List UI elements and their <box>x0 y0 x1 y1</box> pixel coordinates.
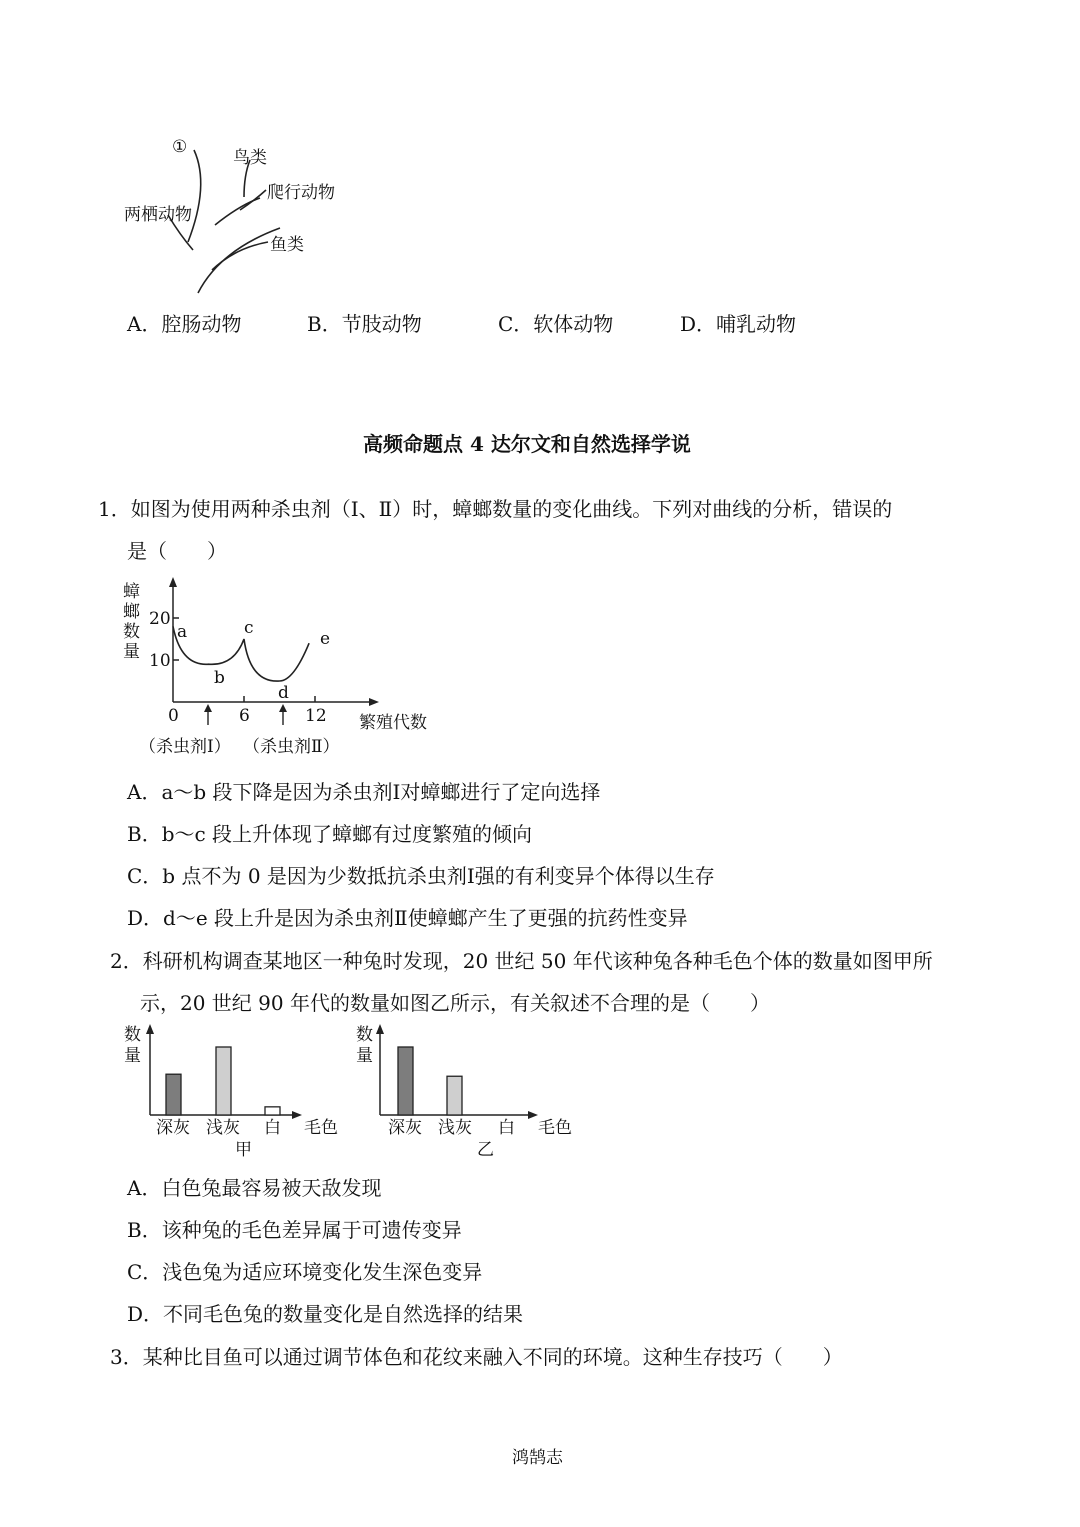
q1-ylabel-2: 螂 <box>123 602 140 622</box>
tree-label-bird: 鸟类 <box>233 148 267 168</box>
q1-ylabel-4: 量 <box>123 642 140 662</box>
bar-深灰 <box>166 1074 181 1115</box>
q2a-cat-1: 深灰 <box>156 1118 190 1138</box>
prev-option-b: B．节肢动物 <box>307 312 422 336</box>
q1-point-b: b <box>214 668 225 688</box>
tree-branch-upper <box>215 198 260 225</box>
q2b-xlabel: 毛色 <box>538 1118 572 1138</box>
tree-branch-fish <box>212 242 268 270</box>
q2-option-d: D．不同毛色兔的数量变化是自然选择的结果 <box>127 1302 524 1326</box>
q1-ylabel-1: 蟑 <box>123 582 140 602</box>
q1-stem-line2: 是（ ） <box>127 539 227 563</box>
q1-xlabel: 繁殖代数 <box>359 713 427 733</box>
q1-point-e: e <box>320 629 331 649</box>
q3-stem-line1: 3．某种比目鱼可以通过调节体色和花纹来融入不同的环境。这种生存技巧（ ） <box>110 1345 843 1369</box>
q1-point-c: c <box>244 618 254 638</box>
q2b-ylabel-2: 量 <box>356 1046 373 1066</box>
q1-option-c: C．b 点不为 0 是因为少数抵抗杀虫剂Ⅰ强的有利变异个体得以生存 <box>127 864 715 888</box>
tree-label-fish: 鱼类 <box>270 235 304 255</box>
q2-chart-jia <box>118 1020 353 1162</box>
q1-ytick-20: 20 <box>149 609 171 629</box>
prev-option-d: D．哺乳动物 <box>680 312 797 336</box>
bar-深灰 <box>398 1047 413 1115</box>
q1-note-insecticide-2: （杀虫剂Ⅱ） <box>243 737 340 757</box>
bar-白 <box>265 1107 280 1115</box>
q1-option-d: D．d～e 段上升是因为杀虫剂Ⅱ使蟑螂产生了更强的抗药性变异 <box>127 906 688 930</box>
q1-cockroach-chart <box>115 575 445 760</box>
q2-option-c: C．浅色兔为适应环境变化发生深色变异 <box>127 1260 483 1284</box>
prev-option-c: C．软体动物 <box>498 312 614 336</box>
q2-chart-yi <box>352 1020 587 1162</box>
evolution-tree-figure <box>120 130 360 295</box>
q1-option-b: B．b～c 段上升体现了蟑螂有过度繁殖的倾向 <box>127 822 533 846</box>
q1-xtick-0: 0 <box>168 706 179 726</box>
page-footer: 鸿鹄志 <box>512 1448 563 1468</box>
q2b-ylabel-1: 数 <box>356 1025 373 1045</box>
q2b-cat-2: 浅灰 <box>438 1118 472 1138</box>
q1-stem-line1: 1．如图为使用两种杀虫剂（Ⅰ、Ⅱ）时，蟑螂数量的变化曲线。下列对曲线的分析，错误的 <box>98 497 893 521</box>
q2b-caption: 乙 <box>477 1140 494 1160</box>
tree-label-amphibian: 两栖动物 <box>124 205 192 225</box>
tree-branch-1 <box>188 150 201 242</box>
q1-point-d: d <box>278 683 289 703</box>
q2a-ylabel-1: 数 <box>124 1025 141 1045</box>
tree-label-reptile: 爬行动物 <box>267 183 335 203</box>
q1-x-arrow <box>369 698 379 706</box>
q2-stem-line2: 示，20 世纪 90 年代的数量如图乙所示，有关叙述不合理的是（ ） <box>140 991 770 1015</box>
q2a-cat-2: 浅灰 <box>206 1118 240 1138</box>
q1-ylabel-3: 数 <box>123 622 140 642</box>
q2a-xlabel: 毛色 <box>304 1118 338 1138</box>
q2b-cat-3: 白 <box>498 1118 515 1138</box>
q1-y-arrow <box>169 577 177 587</box>
q1-population-curve <box>173 626 309 681</box>
tree-label-1: ① <box>172 137 188 157</box>
bar-浅灰 <box>216 1047 231 1115</box>
prev-option-a: A．腔肠动物 <box>127 312 242 336</box>
q1-option-a: A．a～b 段下降是因为杀虫剂Ⅰ对蟑螂进行了定向选择 <box>127 780 601 804</box>
section-title: 高频命题点 4 达尔文和自然选择学说 <box>363 432 691 456</box>
q1-note-insecticide-1: （杀虫剂Ⅰ） <box>139 737 231 757</box>
q2a-cat-3: 白 <box>264 1118 281 1138</box>
q2b-cat-1: 深灰 <box>388 1118 422 1138</box>
q2-option-a: A．白色兔最容易被天敌发现 <box>127 1176 382 1200</box>
q1-point-a: a <box>177 622 188 642</box>
q1-ytick-10: 10 <box>149 651 171 671</box>
bar-浅灰 <box>447 1076 462 1115</box>
q2a-caption: 甲 <box>235 1140 252 1160</box>
q2a-ylabel-2: 量 <box>124 1046 141 1066</box>
q2-option-b: B．该种兔的毛色差异属于可遗传变异 <box>127 1218 462 1242</box>
q1-xtick-12: 12 <box>305 706 327 726</box>
tree-trunk <box>198 228 280 293</box>
q1-xtick-6: 6 <box>239 706 250 726</box>
q2-stem-line1: 2．科研机构调查某地区一种兔时发现，20 世纪 50 年代该种兔各种毛色个体的数量如图甲所 <box>110 949 933 973</box>
